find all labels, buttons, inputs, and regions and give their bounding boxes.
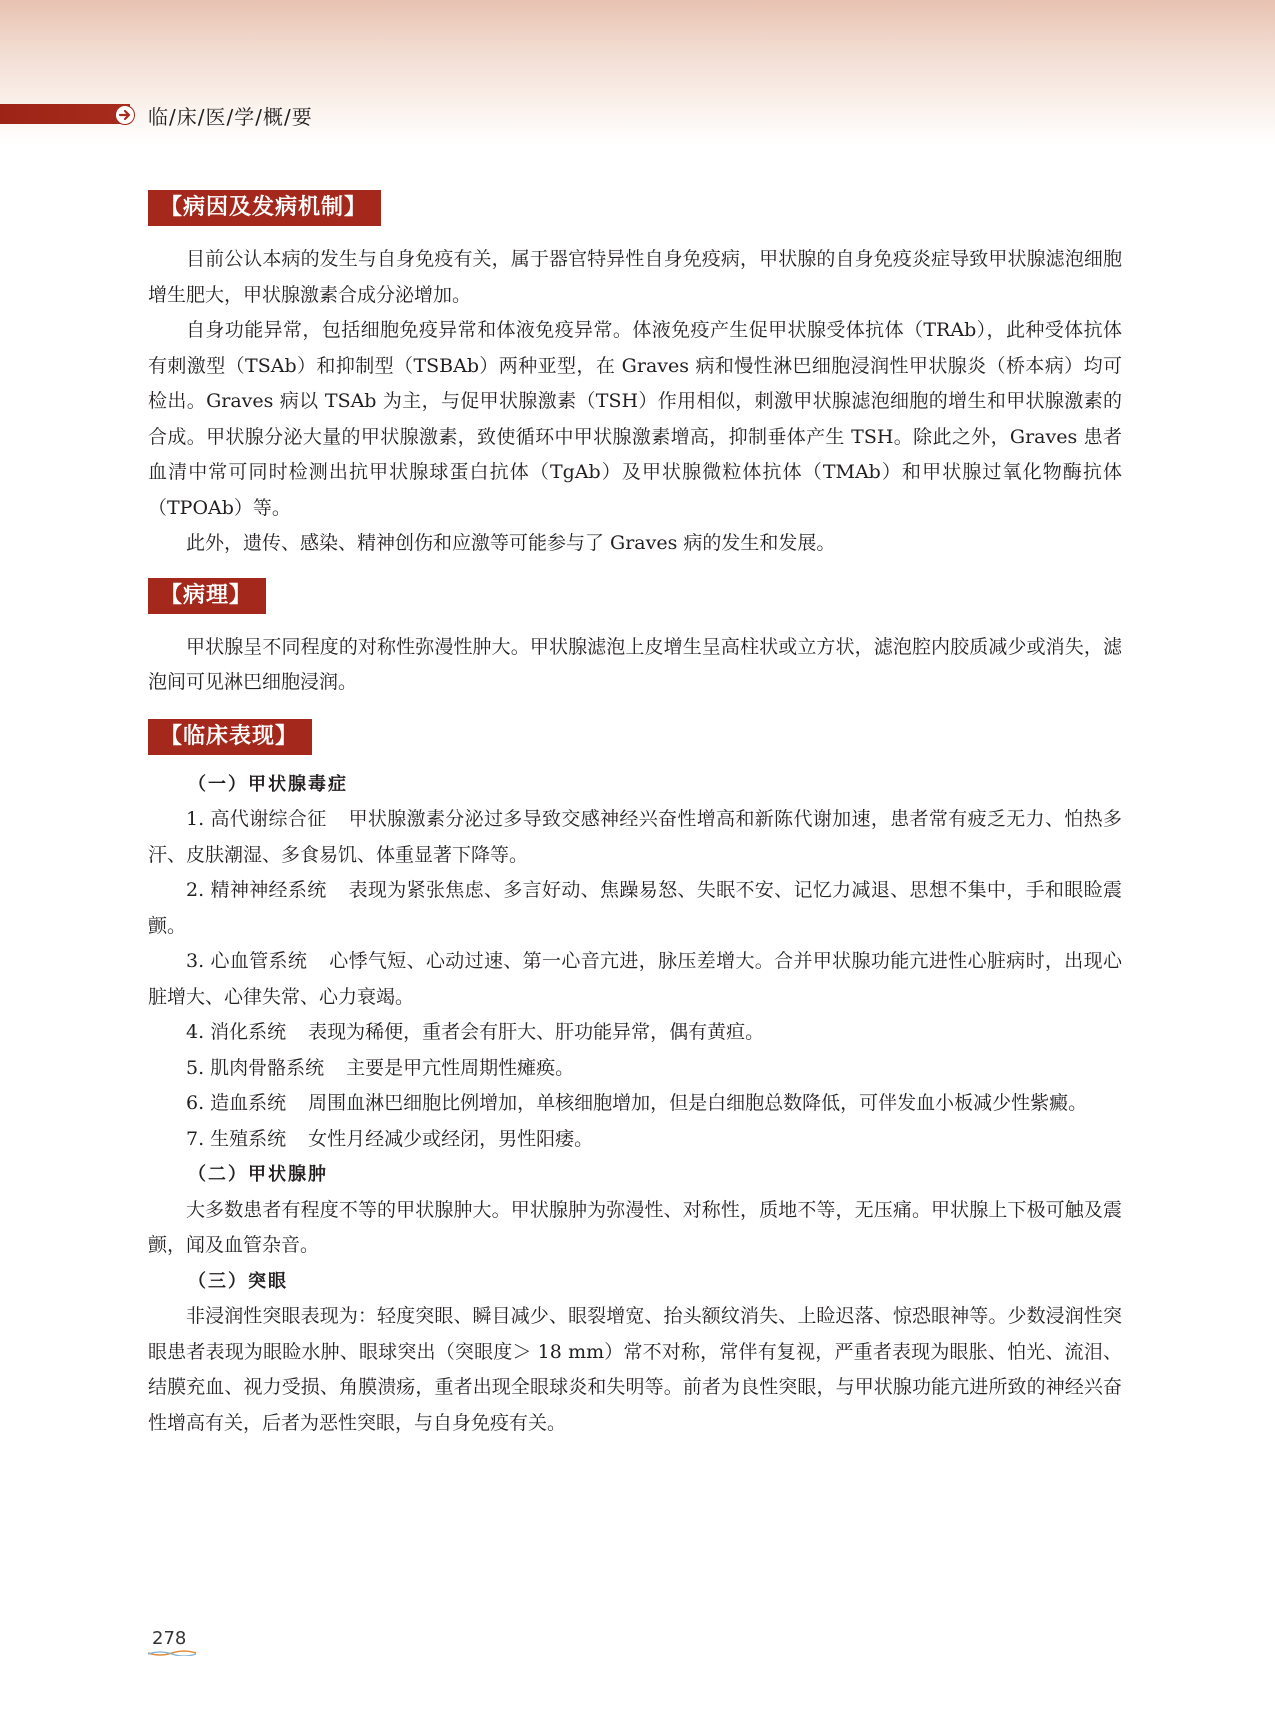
subheading-exophthalmos: （三）突眼 [188, 1270, 288, 1292]
item-text: 心悸气短、心动过速、第一心音亢进，脉压差增大。合并甲状腺功能亢进性心脏病时，出现心脏增大、心律失常、心力衰竭。 [148, 950, 1122, 1008]
list-item [148, 1086, 1122, 1122]
item-label: 6. 造血系统 [186, 1092, 287, 1114]
running-header-title: 临/床/医/学/概/要 [148, 105, 313, 129]
item-label: 1. 高代谢综合征 [186, 808, 327, 830]
item-label: 4. 消化系统 [186, 1021, 287, 1043]
item-label: 5. 肌肉骨骼系统 [186, 1056, 325, 1079]
arrow-right-icon [115, 105, 135, 125]
paragraph: 非浸润性突眼表现为：轻度突眼、瞬目减少、眼裂增宽、抬头额纹消失、上睑迟落、惊恐眼神等。少数浸润性突眼患者表现为眼睑水肿、眼球突出（突眼度＞ 18 mm）常不对称，常伴有复视，严重者表现为眼胀、怕光、流泪、结膜充血、视力受损、角膜溃疡，重者出现全眼球炎和失明等。前者为良性突眼，与甲状腺功能亢进所致的神经兴奋性增高有关，后者为恶性突眼，与自身免疫有关。 [148, 1305, 1122, 1434]
item-text: 主要是甲亢性周期性瘫痪。 [346, 1056, 575, 1079]
item-text: 表现为紧张焦虑、多言好动、焦躁易怒、失眠不安、记忆力减退、思想不集中，手和眼睑震颤。 [148, 879, 1122, 937]
paragraph: 甲状腺呈不同程度的对称性弥漫性肿大。甲状腺滤泡上皮增生呈高柱状或立方状，滤泡腔内胶质减少或消失，滤泡间可见淋巴细胞浸润。 [148, 635, 1122, 693]
paragraph: 自身功能异常，包括细胞免疫异常和体液免疫异常。体液免疫产生促甲状腺受体抗体（TRAb），此种受体抗体有刺激型（TSAb）和抑制型（TSBAb）两种亚型，在 Graves 病和慢性淋巴细胞浸润性甲状腺炎（桥本病）均可检出。Graves 病以 TSAb 为主，与促甲状腺激素（TSH）作用相似，刺激甲状腺滤泡细胞的增生和甲状腺激素的合成。甲状腺分泌大量的甲状腺激素，致使循环中甲状腺激素增高，抑制垂体产生 TSH。除此之外，Graves 患者血清中常可同时检测出抗甲状腺球蛋白抗体（TgAb）及甲状腺微粒体抗体（TMAb）和甲状腺过氧化物酶抗体（TPOAb）等。 [148, 319, 1122, 519]
page-number: 278 [152, 1628, 187, 1649]
subheading-goiter: （二）甲状腺肿 [188, 1164, 328, 1185]
header-accent-bar [0, 104, 130, 124]
list-item [148, 1122, 1122, 1158]
subheading-thyrotoxicosis: （一）甲状腺毒症 [188, 773, 348, 795]
section-heading-etiology: 【病因及发病机制】 [148, 190, 381, 226]
item-text: 女性月经减少或经闭，男性阳痿。 [308, 1127, 594, 1150]
item-text: 表现为稀便，重者会有肝大、肝功能异常，偶有黄疸。 [308, 1021, 765, 1043]
item-text: 周围血淋巴细胞比例增加，单核细胞增加，但是白细胞总数降低，可伴发血小板减少性紫癜。 [308, 1092, 1088, 1114]
item-label: 7. 生殖系统 [186, 1127, 287, 1150]
list-item [148, 873, 1122, 944]
item-label: 2. 精神神经系统 [186, 879, 327, 901]
page-number-swirl-icon [146, 1650, 198, 1656]
page-content [148, 190, 1122, 1441]
section-heading-clinical: 【临床表现】 [148, 719, 312, 755]
paragraph: 此外，遗传、感染、精神创伤和应激等可能参与了 Graves 病的发生和发展。 [186, 532, 836, 554]
list-item [148, 802, 1122, 873]
paragraph: 大多数患者有程度不等的甲状腺肿大。甲状腺肿为弥漫性、对称性，质地不等，无压痛。甲状腺上下极可触及震颤，闻及血管杂音。 [148, 1198, 1122, 1256]
paragraph: 目前公认本病的发生与自身免疫有关，属于器官特异性自身免疫病，甲状腺的自身免疫炎症导致甲状腺滤泡细胞增生肥大，甲状腺激素合成分泌增加。 [148, 248, 1122, 306]
item-text: 甲状腺激素分泌过多导致交感神经兴奋性增高和新陈代谢加速，患者常有疲乏无力、怕热多汗、皮肤潮湿、多食易饥、体重显著下降等。 [148, 808, 1122, 866]
list-item [148, 1015, 1122, 1051]
list-item [148, 944, 1122, 1015]
list-item [148, 1051, 1122, 1087]
item-label: 3. 心血管系统 [186, 950, 308, 972]
section-heading-pathology: 【病理】 [148, 578, 266, 614]
